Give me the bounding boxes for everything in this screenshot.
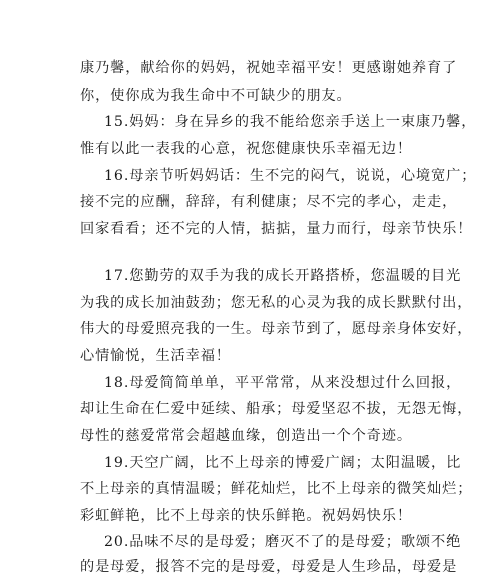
text-line: 15.妈妈：身在异乡的我不能给您亲手送上一束康乃馨， <box>104 114 477 130</box>
text-line: 19.天空广阔，比不上母亲的博爱广阔；太阳温暖，比 <box>104 455 462 471</box>
text-line: 彩虹鲜艳，比不上母亲的快乐鲜艳。祝妈妈快乐！ <box>80 508 412 524</box>
text-line: 的是母爱，报答不完的是母爱，母爱是人生珍品，母爱是 <box>80 559 458 575</box>
text-line: 却让生命在仁爱中延续、船承；母爱坚忍不拔，无怨无悔， <box>80 401 473 417</box>
text-line: 回家看看；还不完的人情，掂掂，量力而行，母亲节快乐！ <box>80 221 473 237</box>
text-line: 你，使你成为我生命中不可缺少的朋友。 <box>80 88 352 104</box>
text-line: 康乃馨，献给你的妈妈，祝她幸福平安！更感谢她养育了 <box>80 60 458 76</box>
text-line: 不上母亲的真情温暖；鲜花灿烂，比不上母亲的微笑灿烂； <box>80 481 473 497</box>
text-line: 母性的慈爱常常会超越血缘，创造出一个个奇迹。 <box>80 428 412 444</box>
text-line: 伟大的母爱照亮我的一生。母亲节到了，愿母亲身体安好， <box>80 321 473 337</box>
text-line: 17.您勤劳的双手为我的成长开路搭桥，您温暖的目光 <box>104 268 462 284</box>
text-line: 心情愉悦，生活幸福！ <box>80 348 231 364</box>
text-line: 为我的成长加油鼓劲；您无私的心灵为我的成长默默付出， <box>80 295 473 311</box>
text-line: 18.母爱简简单单，平平常常，从来没想过什么回报， <box>104 375 462 391</box>
text-line: 20.品味不尽的是母爱；磨灭不了的是母爱；歌颂不绝 <box>104 534 462 550</box>
text-line: 16.母亲节听妈妈话：生不完的闷气，说说，心境宽广； <box>104 168 477 184</box>
text-line: 惟有以此一表我的心意，祝您健康快乐幸福无边！ <box>80 141 412 157</box>
text-line: 接不完的应酬，辞辞，有利健康；尽不完的孝心，走走， <box>80 194 458 210</box>
